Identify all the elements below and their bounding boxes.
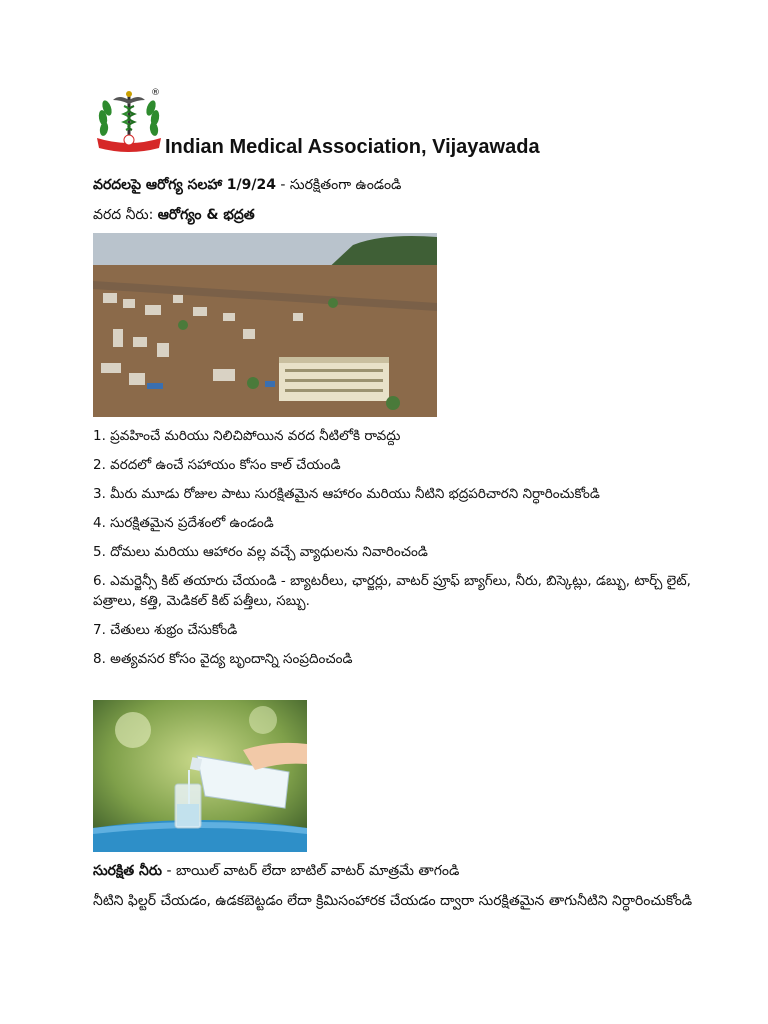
advice-list	[93, 426, 693, 678]
list-item: 3. మీరు మూడు రోజుల పాటు సురక్షితమైన ఆహారం మరియు నీటిని భద్రపరిచారని నిర్ధారించుకోండి	[93, 486, 600, 502]
safe-water-heading	[93, 861, 459, 881]
advisory-subtitle	[93, 175, 401, 195]
safe-water-paragraph: నీటిని ఫిల్టర్ చేయడం, ఉడకబెట్టడం లేదా క్రిమిసంహారక చేయడం ద్వారా సురక్షితమైన తాగునీటిని నిర్ధారించుకోండి	[93, 893, 693, 909]
safe-water-heading-bold: సురక్షిత నీరు	[93, 863, 163, 879]
flood-aerial-photo-icon	[93, 233, 437, 417]
section-heading-bold: ఆరోగ్యం & భద్రత	[157, 207, 255, 223]
list-item: 1. ప్రవహించే మరియు నిలిచిపోయిన వరద నీటిలోకి రావద్దు	[93, 428, 401, 444]
advisory-subtitle-rest: - సురక్షితంగా ఉండండి	[275, 177, 402, 193]
list-item: 7. చేతులు శుభ్రం చేసుకోండి	[93, 622, 238, 638]
list-item: 8. అత్యవసర కోసం వైద్య బృందాన్ని సంప్రదించండి	[93, 651, 353, 667]
section-heading	[93, 205, 255, 225]
org-title: Indian Medical Association, Vijayawada	[165, 136, 540, 158]
list-item: 6. ఎమర్జెన్సీ కిట్ తయారు చేయండి - బ్యాటరీలు, ఛార్జర్లు, వాటర్ ప్రూఫ్ బ్యాగ్‌లు, నీరు, బిస్కెట్లు, డబ్బు, టార్చ్ లైట్, పత్రాలు, కత్తి, మెడికల్ కిట్ పత్తీలు, సబ్బు.	[93, 573, 691, 609]
section-heading-prefix: వరద నీరు:	[93, 207, 158, 223]
safe-water-heading-rest: - బాయిల్ వాటర్ లేదా బాటిల్ వాటర్ మాత్రమే తాగండి	[162, 863, 460, 879]
list-item: 5. దోమలు మరియు ఆహారం వల్ల వచ్చే వ్యాధులను నివారించండి	[93, 544, 428, 560]
registered-mark: ®	[151, 88, 160, 98]
advisory-subtitle-bold: వరదలపై ఆరోగ్య సలహా 1/9/24	[93, 177, 276, 193]
document-header	[93, 86, 713, 166]
water-pouring-glass-photo-icon	[93, 700, 307, 852]
list-item: 4. సురక్షితమైన ప్రదేశంలో ఉండండి	[93, 515, 274, 531]
list-item: 2. వరదలో ఉంచే సహాయం కోసం కాల్ చేయండి	[93, 457, 341, 473]
